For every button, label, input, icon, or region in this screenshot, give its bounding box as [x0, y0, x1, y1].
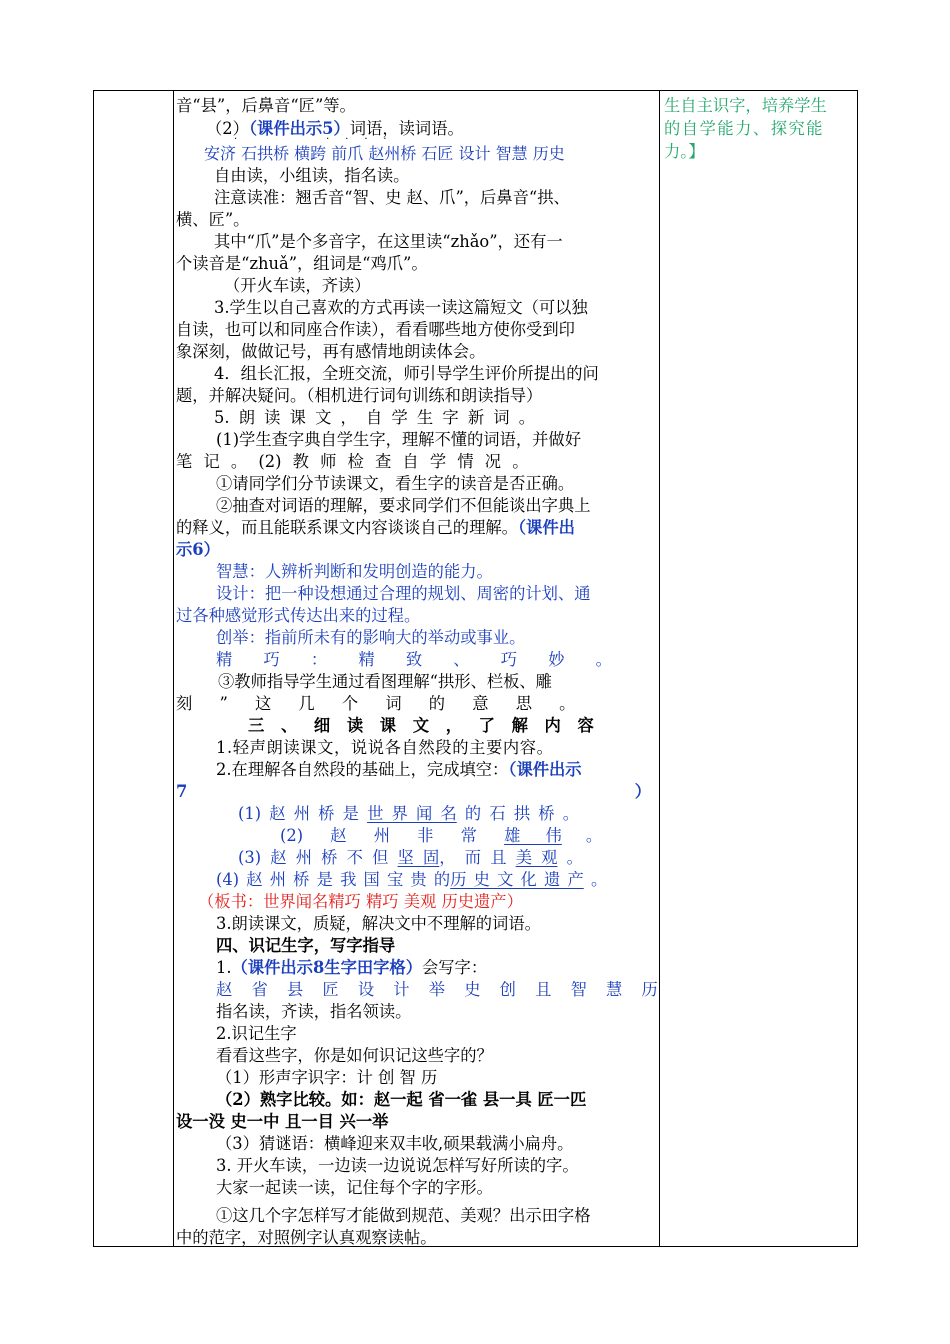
text-line: 的释义，而且能联系课文内容谈谈自己的理解。（课件出 [176, 518, 575, 537]
text-line: ①这几个字怎样写才能做到规范、美观？出示田字格 [216, 1206, 591, 1225]
text-line: 2.在理解各自然段的基础上，完成填空：（课件出示 [216, 760, 582, 779]
text-line: （1）形声字识字：计 创 智 历 [216, 1068, 438, 1087]
vocabulary-line: 安济 石拱桥 横跨 前爪 赵州桥 石匠 设计 智慧 历史 [204, 144, 565, 163]
text-line: （开火车读，齐读） [224, 276, 371, 295]
text-line: （3）猜谜语：横峰迎来双丰收,硕果载满小扁舟。 [216, 1134, 574, 1153]
courseware-ref-cont: 7 ） [176, 782, 651, 801]
text-line: （2）熟字比较。如：赵一起 省一雀 县一具 匠一匹 [216, 1090, 587, 1109]
text-line: 象深刻，做做记号，再有感情地朗读体会。 [176, 342, 486, 361]
text-line: 其中“爪”是个多音字，在这里读“zhǎo”，还有一 [214, 232, 563, 251]
text-line: 1.（课件出示8生字田字格）会写字： [216, 958, 488, 977]
answer-blank: 美 观 [515, 848, 558, 867]
fill-blank-line: (3) 赵 州 桥 不 但 坚 固， 而 且 美 观 。 [238, 848, 583, 867]
courseware-ref: （课件出 [517, 518, 575, 537]
text-line: 大家一起读一读，记住每个字的字形。 [216, 1178, 493, 1197]
intent-line: 的自学能力、探究能 [664, 119, 825, 138]
character-list: 赵 省 县 匠 设 计 举 史 创 且 智 慧 历 [216, 980, 658, 999]
lesson-process-column [174, 91, 659, 1246]
definition-line: 智慧：人辨析判断和发明创造的能力。 [216, 562, 493, 581]
text-line: 3.朗读课文，质疑，解决文中不理解的词语。 [216, 914, 541, 933]
section-heading: 三 、 细 读 课 文 ， 了 解 内 容 [248, 716, 594, 735]
text-line: 1.轻声朗读课文，说说各自然段的主要内容。 [216, 738, 554, 757]
text-line: ②抽查对词语的理解，要求同学们不但能谈出字典上 [216, 496, 591, 515]
text-line: ③教师指导学生通过看图理解“拱形、栏板、雕 [218, 672, 552, 691]
text-line: 指名读，齐读，指名领读。 [216, 1002, 412, 1021]
text-line: 2.识记生字 [216, 1024, 297, 1043]
text-line: 自由读，小组读，指名读。 [214, 166, 410, 185]
courseware-ref: （课件出示8生字田字格） [231, 958, 422, 977]
intent-line: 生自主识字，培养学生 [664, 96, 827, 115]
courseware-ref: （课件出示5） [248, 119, 350, 138]
courseware-ref: 示6） [176, 540, 220, 559]
text-line: 音“县”，后鼻音“匠”等。 [176, 96, 356, 115]
text-line: 设一没 史一中 且一目 兴一举 [176, 1112, 389, 1131]
definition-line: 创举：指前所未有的影响大的举动或事业。 [216, 628, 526, 647]
definition-line: 设计：把一种设想通过合理的规划、周密的计划、通 [216, 584, 591, 603]
answer-blank: 历 史 文 化 遗 产 [450, 870, 584, 889]
answer-blank: 坚 固 [397, 848, 440, 867]
text-line: (1)学生查字典自学生字，理解不懂的词语，并做好 [216, 430, 581, 449]
blackboard-note: （板书：世界闻名精巧 精巧 美观 历史遗产） [198, 892, 523, 911]
text-line: ①请同学们分节读课文，看生字的读音是否正确。 [216, 474, 575, 493]
text-line: 笔 记 。 (2) 教 师 检 查 自 学 情 况 。 [176, 452, 529, 471]
text-line: 题，并解决疑问。（相机进行词句训练和朗读指导） [176, 386, 543, 405]
answer-blank: 世 界 闻 名 [367, 804, 457, 823]
definition-line: 过各种感觉形式传达出来的过程。 [176, 606, 421, 625]
text-line: 刻 ” 这 几 个 词 的 意 思 。 [176, 694, 576, 713]
text-line: 横、匠”。 [176, 210, 250, 229]
text-line: 3. 开火车读，一边读一边说说怎样写好所读的字。 [216, 1156, 579, 1175]
text-line: 看看这些字，你是如何识记这些字的？ [216, 1046, 493, 1065]
emphasis-dots: · · · · · [234, 134, 387, 145]
section-heading: 四、识记生字，写字指导 [216, 936, 396, 955]
text-line: 3.学生以自己喜欢的方式再读一读这篇短文（可以独 [214, 298, 588, 317]
text-line: 注意读准：翘舌音“智、史 赵、爪”，后鼻音“拱、 [214, 188, 570, 207]
text-line: 4．组长汇报，全班交流，师引导学生评价所提出的问 [214, 364, 599, 383]
courseware-ref: （课件出示 [508, 760, 582, 779]
text-line: （2）（课件出示5）词语，读词语。 [206, 119, 464, 138]
fill-blank-line: (1) 赵 州 桥 是 世 界 闻 名 的 石 拱 桥 。 [238, 804, 580, 823]
lesson-plan-table [93, 90, 858, 1247]
definition-line: 精 巧 ： 精 致 、 巧 妙 。 [216, 650, 612, 669]
text-line: 自读，也可以和同座合作读），看看哪些地方使你受到印 [176, 320, 575, 339]
fill-blank-line: (2) 赵 州 非 常 雄 伟 。 [280, 826, 603, 845]
text-line: 5. 朗 读 课 文 ， 自 学 生 字 新 词 。 [214, 408, 536, 427]
fill-blank-line: (4) 赵 州 桥 是 我 国 宝 贵 的历 史 文 化 遗 产 。 [216, 870, 608, 889]
design-intent-column [660, 91, 857, 1246]
answer-blank: 雄 伟 [504, 826, 562, 845]
intent-line: 力。】 [664, 142, 705, 161]
text-line: 中的范字，对照例字认真观察读帖。 [176, 1228, 437, 1247]
text-line: 个读音是“zhuǎ”，组词是“鸡爪”。 [176, 254, 428, 273]
